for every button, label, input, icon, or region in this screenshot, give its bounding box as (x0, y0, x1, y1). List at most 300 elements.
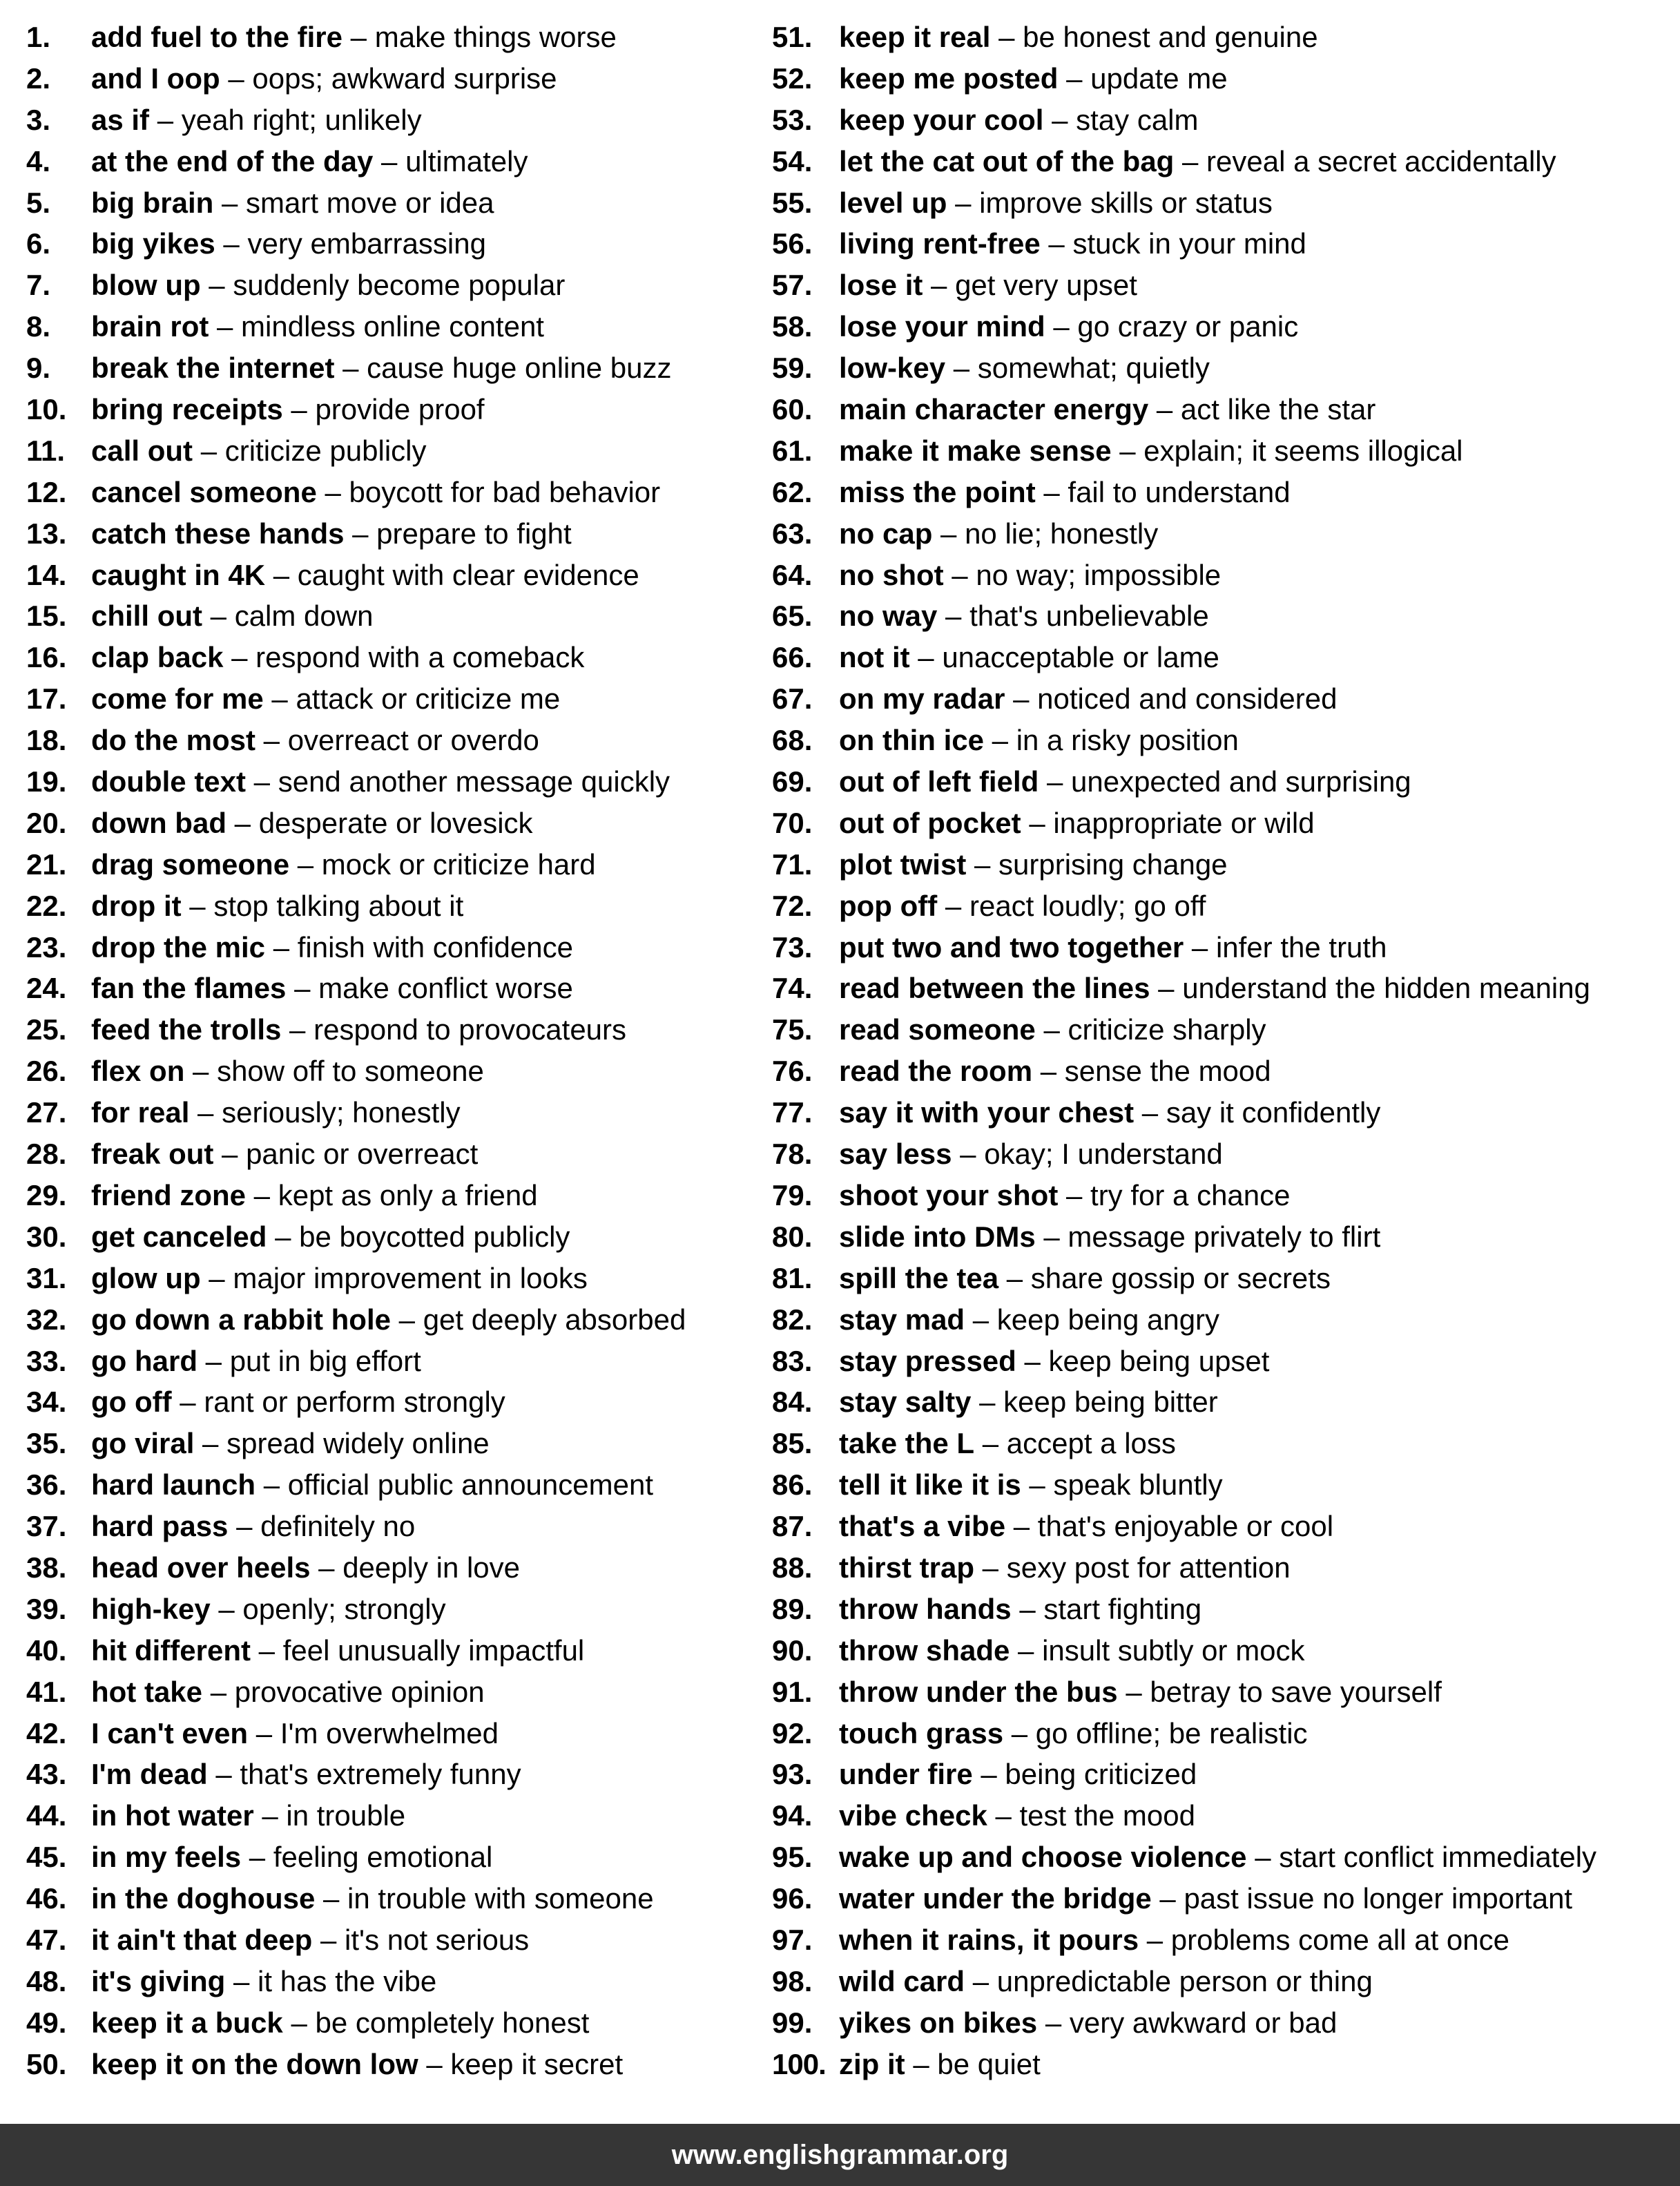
phrase-definition: in trouble with someone (347, 1882, 654, 1915)
phrase-definition: keep being upset (1048, 1344, 1270, 1377)
dash-separator: – (246, 1178, 278, 1211)
item-number: 96. (772, 1882, 813, 1915)
item-number: 4. (26, 144, 51, 178)
dash-separator: – (1043, 103, 1076, 136)
item-number: 39. (26, 1592, 67, 1625)
item-number: 18. (26, 724, 67, 757)
dash-separator: – (213, 186, 247, 219)
dash-separator: – (1035, 1013, 1068, 1046)
dash-separator: – (1045, 310, 1078, 343)
phrase-term: lose your mind (839, 310, 1045, 343)
list-item (26, 1713, 765, 1754)
dash-separator: – (202, 1675, 235, 1708)
dash-separator: – (189, 1096, 222, 1129)
list-item (26, 182, 765, 224)
item-number: 23. (26, 930, 67, 963)
list-item (26, 2044, 765, 2085)
item-number: 21. (26, 847, 67, 881)
list-item (26, 1837, 765, 1878)
item-number: 89. (772, 1592, 813, 1625)
dash-separator: – (1150, 972, 1183, 1005)
dash-separator: – (213, 1138, 247, 1171)
dash-separator: – (310, 1551, 343, 1584)
phrase-definition: be quiet (937, 2047, 1041, 2080)
list-item (772, 844, 1680, 885)
dash-separator: – (171, 1386, 204, 1419)
dash-separator: – (937, 600, 970, 633)
list-item (772, 182, 1680, 224)
dash-separator: – (200, 269, 233, 302)
dash-separator: – (972, 1758, 1005, 1791)
phrase-term: come for me (91, 682, 264, 716)
list-item (26, 1423, 765, 1464)
phrase-term: brain rot (91, 310, 209, 343)
phrase-term: catch these hands (91, 517, 345, 550)
item-number: 54. (772, 144, 813, 178)
item-number: 12. (26, 475, 67, 508)
dash-separator: – (1039, 765, 1071, 798)
phrase-definition: start fighting (1043, 1592, 1202, 1625)
phrase-definition: very embarrassing (247, 227, 486, 260)
item-number: 64. (772, 558, 813, 591)
item-number: 86. (772, 1468, 813, 1502)
list-item (26, 678, 765, 720)
dash-separator: – (905, 2047, 938, 2080)
phrase-term: chill out (91, 600, 202, 633)
item-number: 73. (772, 930, 813, 963)
list-item (26, 885, 765, 927)
phrase-term: I can't even (91, 1716, 249, 1749)
dash-separator: – (248, 1716, 280, 1749)
item-number: 93. (772, 1758, 813, 1791)
list-item (26, 1381, 765, 1423)
phrase-definition: feeling emotional (273, 1841, 493, 1874)
phrase-definition: somewhat; quietly (977, 352, 1210, 385)
phrase-term: keep it a buck (91, 2006, 283, 2039)
phrase-term: hot take (91, 1675, 203, 1708)
list-item (26, 99, 765, 141)
phrase-term: living rent-free (839, 227, 1041, 260)
list-item (26, 223, 765, 265)
dash-separator: – (316, 475, 349, 508)
dash-separator: – (281, 1013, 314, 1046)
dash-separator: – (418, 2047, 451, 2080)
dash-separator: – (184, 1055, 218, 1088)
phrase-definition: oops; awkward surprise (252, 61, 557, 95)
phrase-definition: keep being bitter (1003, 1386, 1218, 1419)
phrase-term: read between the lines (839, 972, 1150, 1005)
phrase-term: let the cat out of the bag (839, 144, 1175, 178)
item-number: 60. (772, 393, 813, 426)
item-number: 24. (26, 972, 67, 1005)
dash-separator: – (282, 2006, 316, 2039)
dash-separator: – (181, 889, 214, 922)
item-number: 14. (26, 558, 67, 591)
list-item (26, 2002, 765, 2044)
item-number: 15. (26, 600, 67, 633)
item-number: 81. (772, 1261, 813, 1294)
list-item (772, 141, 1680, 182)
item-number: 32. (26, 1303, 67, 1336)
phrase-term: bring receipts (91, 393, 283, 426)
list-item (772, 555, 1680, 596)
phrase-term: take the L (839, 1427, 975, 1460)
phrase-definition: betray to save yourself (1150, 1675, 1442, 1708)
phrase-definition: go offline; be realistic (1035, 1716, 1308, 1749)
phrase-definition: send another message quickly (278, 765, 670, 798)
list-item (26, 1589, 765, 1630)
item-number: 5. (26, 186, 51, 219)
item-number: 40. (26, 1633, 67, 1667)
list-item (26, 595, 765, 637)
phrase-definition: understand the hidden meaning (1182, 972, 1590, 1005)
phrase-definition: spread widely online (226, 1427, 490, 1460)
list-item (772, 58, 1680, 99)
phrase-definition: openly; strongly (242, 1592, 446, 1625)
item-number: 69. (772, 765, 813, 798)
list-item (772, 1299, 1680, 1341)
phrase-term: slide into DMs (839, 1220, 1036, 1253)
phrase-term: lose it (839, 269, 923, 302)
item-number: 31. (26, 1261, 67, 1294)
phrase-term: say less (839, 1138, 952, 1171)
list-item (772, 1878, 1680, 1919)
phrase-term: zip it (839, 2047, 905, 2080)
dash-separator: – (228, 1510, 261, 1543)
phrase-term: when it rains, it pours (839, 1923, 1139, 1956)
dash-separator: – (971, 1386, 1004, 1419)
item-number: 84. (772, 1386, 813, 1419)
item-number: 63. (772, 517, 813, 550)
phrase-definition: no lie; honestly (965, 517, 1159, 550)
dash-separator: – (220, 61, 253, 95)
item-number: 66. (772, 641, 813, 674)
phrase-definition: mindless online content (241, 310, 544, 343)
phrase-definition: feel unusually impactful (282, 1633, 585, 1667)
item-number: 76. (772, 1055, 813, 1088)
item-number: 56. (772, 227, 813, 260)
phrase-definition: provocative opinion (234, 1675, 485, 1708)
phrase-definition: stuck in your mind (1072, 227, 1306, 260)
list-item (26, 1258, 765, 1299)
phrase-term: on thin ice (839, 724, 984, 757)
dash-separator: – (945, 352, 978, 385)
item-number: 41. (26, 1675, 67, 1708)
dash-separator: – (289, 847, 322, 881)
phrase-definition: prepare to fight (376, 517, 572, 550)
item-number: 92. (772, 1716, 813, 1749)
phrase-definition: problems come all at once (1170, 1923, 1510, 1956)
item-number: 19. (26, 765, 67, 798)
dash-separator: – (1058, 61, 1091, 95)
dash-separator: – (315, 1882, 348, 1915)
item-number: 53. (772, 103, 813, 136)
list-item (772, 678, 1680, 720)
phrase-definition: test the mood (1019, 1799, 1195, 1832)
list-item (772, 1713, 1680, 1754)
list-item (772, 1464, 1680, 1506)
phrase-term: go off (91, 1386, 172, 1419)
dash-separator: – (937, 889, 969, 922)
item-number: 33. (26, 1344, 67, 1377)
dash-separator: – (286, 972, 319, 1005)
phrase-term: keep it on the down low (91, 2047, 418, 2080)
list-item (26, 430, 765, 472)
list-item (26, 472, 765, 513)
dash-separator: – (923, 269, 956, 302)
item-number: 3. (26, 103, 51, 136)
phrase-definition: go crazy or panic (1077, 310, 1299, 343)
list-item (26, 1961, 765, 2002)
phrase-term: caught in 4K (91, 558, 266, 591)
item-number: 61. (772, 434, 813, 467)
dash-separator: – (312, 1923, 345, 1956)
item-number: 83. (772, 1344, 813, 1377)
dash-separator: – (210, 1592, 243, 1625)
phrase-term: that's a vibe (839, 1510, 1006, 1543)
dash-separator: – (209, 310, 242, 343)
item-number: 70. (772, 806, 813, 839)
phrase-definition: attack or criticize me (296, 682, 561, 716)
dash-separator: – (241, 1841, 273, 1874)
list-item (772, 637, 1680, 678)
item-number: 75. (772, 1013, 813, 1046)
phrase-definition: update me (1090, 61, 1228, 95)
phrase-term: drag someone (91, 847, 290, 881)
list-item (772, 17, 1680, 58)
list-item (26, 1341, 765, 1382)
item-number: 45. (26, 1841, 67, 1874)
item-number: 100. (772, 2047, 826, 2080)
item-number: 90. (772, 1633, 813, 1667)
phrase-term: as if (91, 103, 150, 136)
item-number: 55. (772, 186, 813, 219)
phrase-definition: deeply in love (342, 1551, 521, 1584)
dash-separator: – (965, 1303, 997, 1336)
item-number: 67. (772, 682, 813, 716)
phrase-term: clap back (91, 641, 224, 674)
phrase-definition: boycott for bad behavior (349, 475, 661, 508)
item-number: 2. (26, 61, 51, 95)
phrase-definition: major improvement in looks (233, 1261, 588, 1294)
phrase-definition: that's unbelievable (969, 600, 1209, 633)
phrase-term: not it (839, 641, 910, 674)
item-number: 68. (772, 724, 813, 757)
dash-separator: – (197, 1344, 230, 1377)
phrase-definition: speak bluntly (1053, 1468, 1223, 1502)
dash-separator: – (255, 724, 288, 757)
item-number: 80. (772, 1220, 813, 1253)
item-number: 7. (26, 269, 51, 302)
phrase-term: level up (839, 186, 947, 219)
list-item (772, 223, 1680, 265)
phrase-term: out of pocket (839, 806, 1021, 839)
phrase-term: stay pressed (839, 1344, 1016, 1377)
item-number: 50. (26, 2047, 67, 2080)
list-item (772, 927, 1680, 968)
list-item (26, 1506, 765, 1547)
dash-separator: – (265, 930, 298, 963)
dash-separator: – (373, 144, 406, 178)
item-number: 95. (772, 1841, 813, 1874)
dash-separator: – (943, 558, 976, 591)
item-number: 47. (26, 1923, 67, 1956)
phrase-term: yikes on bikes (839, 2006, 1038, 2039)
phrase-term: double text (91, 765, 247, 798)
item-number: 17. (26, 682, 67, 716)
phrase-definition: inappropriate or wild (1053, 806, 1315, 839)
phrase-term: spill the tea (839, 1261, 999, 1294)
list-item (26, 720, 765, 761)
phrase-definition: seriously; honestly (222, 1096, 461, 1129)
list-item (26, 513, 765, 555)
phrase-definition: fail to understand (1068, 475, 1291, 508)
item-number: 74. (772, 972, 813, 1005)
phrase-term: make it make sense (839, 434, 1112, 467)
dash-separator: – (984, 724, 1016, 757)
list-item (772, 1506, 1680, 1547)
list-item (26, 1133, 765, 1175)
phrase-definition: past issue no longer important (1184, 1882, 1573, 1915)
list-item (26, 1051, 765, 1092)
list-item (26, 1299, 765, 1341)
dash-separator: – (1005, 1510, 1038, 1543)
phrase-definition: in trouble (286, 1799, 406, 1832)
list-item (772, 1671, 1680, 1713)
list-item (772, 472, 1680, 513)
item-number: 58. (772, 310, 813, 343)
dash-separator: – (947, 186, 980, 219)
dash-separator: – (263, 682, 296, 716)
dash-separator: – (265, 558, 298, 591)
list-item (772, 803, 1680, 844)
item-number: 49. (26, 2006, 67, 2039)
phrase-column-left (26, 17, 765, 2085)
item-number: 8. (26, 310, 51, 343)
dash-separator: – (1016, 1344, 1049, 1377)
phrase-term: read someone (839, 1013, 1036, 1046)
item-number: 94. (772, 1799, 813, 1832)
phrase-term: put two and two together (839, 930, 1184, 963)
dash-separator: – (1011, 1592, 1044, 1625)
item-number: 34. (26, 1386, 67, 1419)
phrase-definition: okay; I understand (984, 1138, 1223, 1171)
list-item (772, 265, 1680, 306)
phrase-term: go down a rabbit hole (91, 1303, 391, 1336)
dash-separator: – (226, 806, 259, 839)
item-number: 88. (772, 1551, 813, 1584)
list-item (26, 1795, 765, 1837)
phrase-term: and I oop (91, 61, 220, 95)
phrase-definition: sexy post for attention (1006, 1551, 1291, 1584)
phrase-definition: official public announcement (287, 1468, 653, 1502)
phrase-term: feed the trolls (91, 1013, 282, 1046)
phrase-term: big yikes (91, 227, 215, 260)
dash-separator: – (267, 1220, 300, 1253)
phrase-definition: cause huge online buzz (367, 352, 672, 385)
dash-separator: – (200, 1261, 233, 1294)
list-item (26, 306, 765, 347)
phrase-term: low-key (839, 352, 946, 385)
dash-separator: – (1117, 1675, 1150, 1708)
dash-separator: – (391, 1303, 423, 1336)
phrase-definition: kept as only a friend (278, 1178, 538, 1211)
phrase-term: miss the point (839, 475, 1036, 508)
list-item (26, 761, 765, 803)
list-item (26, 803, 765, 844)
phrase-term: thirst trap (839, 1551, 975, 1584)
phrase-definition: rant or perform strongly (204, 1386, 505, 1419)
phrase-term: call out (91, 434, 193, 467)
item-number: 51. (772, 21, 813, 53)
dash-separator: – (194, 1427, 227, 1460)
footer-bar (0, 2124, 1680, 2186)
phrase-definition: mock or criticize hard (321, 847, 596, 881)
item-number: 26. (26, 1055, 67, 1088)
phrase-term: down bad (91, 806, 226, 839)
phrase-term: fan the flames (91, 972, 287, 1005)
dash-separator: – (1184, 930, 1216, 963)
list-item (772, 2044, 1680, 2085)
phrase-definition: that's enjoyable or cool (1037, 1510, 1334, 1543)
dash-separator: – (1111, 434, 1144, 467)
dash-separator: – (1246, 1841, 1280, 1874)
phrase-term: vibe check (839, 1799, 987, 1832)
list-item (26, 1878, 765, 1919)
list-item (772, 761, 1680, 803)
dash-separator: – (250, 1633, 283, 1667)
phrase-definition: act like the star (1180, 393, 1376, 426)
phrase-term: read the room (839, 1055, 1033, 1088)
list-item (772, 1961, 1680, 2002)
item-number: 97. (772, 1923, 813, 1956)
phrase-definition: it has the vibe (258, 1964, 437, 1997)
phrase-definition: criticize sharply (1068, 1013, 1266, 1046)
item-number: 38. (26, 1551, 67, 1584)
item-number: 99. (772, 2006, 813, 2039)
list-item (26, 1547, 765, 1589)
phrase-term: blow up (91, 269, 201, 302)
list-item (26, 347, 765, 389)
list-item (26, 1919, 765, 1961)
phrase-term: wild card (839, 1964, 965, 1997)
list-item (26, 58, 765, 99)
phrase-definition: keep being angry (996, 1303, 1220, 1336)
phrase-definition: show off to someone (217, 1055, 484, 1088)
phrase-definition: infer the truth (1215, 930, 1387, 963)
list-item (772, 885, 1680, 927)
phrase-term: under fire (839, 1758, 973, 1791)
phrase-definition: make conflict worse (318, 972, 573, 1005)
item-number: 44. (26, 1799, 67, 1832)
phrase-term: it's giving (91, 1964, 226, 1997)
phrase-definition: reveal a secret accidentally (1206, 144, 1556, 178)
phrase-term: friend zone (91, 1178, 247, 1211)
dash-separator: – (255, 1468, 288, 1502)
item-number: 46. (26, 1882, 67, 1915)
item-number: 16. (26, 641, 67, 674)
item-number: 82. (772, 1303, 813, 1336)
phrase-term: water under the bridge (839, 1882, 1152, 1915)
phrase-definition: being criticized (1005, 1758, 1197, 1791)
dash-separator: – (225, 1964, 258, 1997)
item-number: 20. (26, 806, 67, 839)
dash-separator: – (932, 517, 965, 550)
phrase-definition: in a risky position (1016, 724, 1239, 757)
list-item (772, 513, 1680, 555)
list-item (26, 1464, 765, 1506)
list-item (772, 1919, 1680, 1961)
